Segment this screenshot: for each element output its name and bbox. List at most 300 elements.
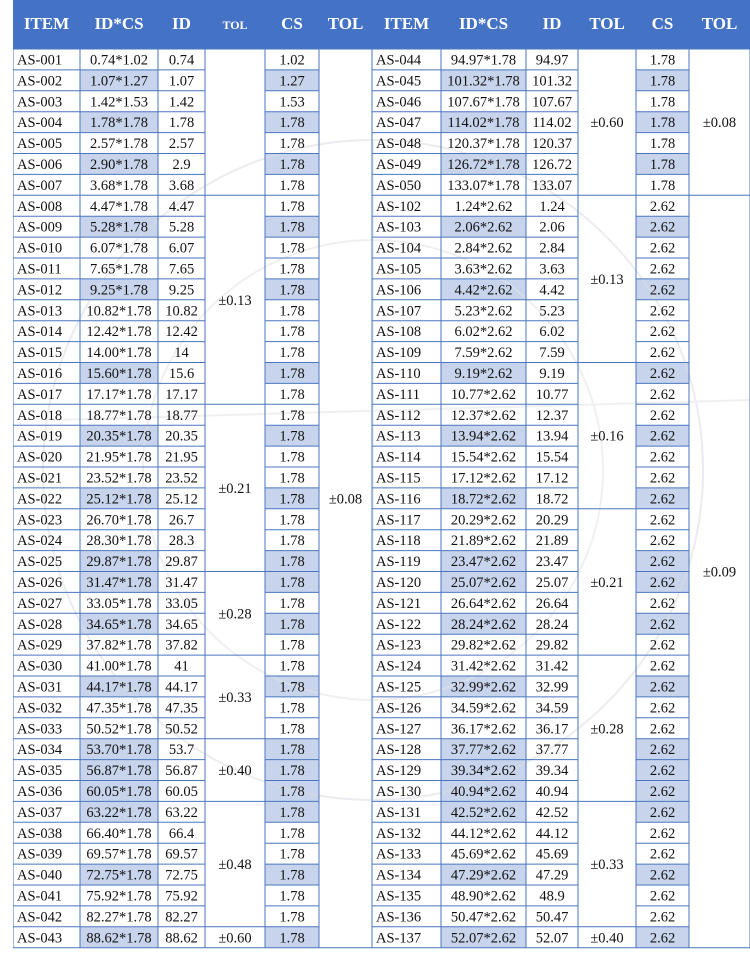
cs-cell: 2.62	[649, 491, 676, 508]
table-row	[17, 324, 305, 340]
id-cell: 21.89	[535, 533, 569, 550]
id-cs-cell: 25.07*2.62	[450, 575, 517, 591]
cs-cell: 2.62	[649, 261, 676, 278]
tol-id-cell: ±0.16	[590, 428, 624, 445]
cs-cell: 1.78	[279, 742, 305, 759]
item-cell: AS-049	[376, 157, 422, 173]
cs-cell: 2.62	[649, 219, 676, 236]
cs-cell: 2.62	[649, 324, 676, 341]
id-cell: 4.47	[168, 198, 195, 215]
cs-cell: 1.78	[279, 888, 305, 905]
id-cs-cell: 1.24*2.62	[454, 198, 513, 215]
cs-cell: 2.62	[649, 888, 676, 905]
item-cell: AS-115	[376, 470, 421, 487]
cs-cell: 2.62	[649, 198, 676, 215]
id-cs-cell: 6.07*1.78	[90, 240, 148, 257]
id-cell: 52.07	[535, 930, 569, 947]
item-cell: AS-119	[376, 554, 421, 571]
id-cell: 101.32	[532, 73, 572, 90]
item-cell: AS-040	[17, 867, 63, 884]
id-cs-cell: 5.28*1.78	[90, 219, 148, 236]
item-cell: AS-013	[17, 303, 63, 320]
item-cell: AS-011	[17, 261, 62, 278]
id-cs-cell: 23.52*1.78	[86, 470, 152, 487]
item-cell: AS-137	[376, 930, 422, 947]
id-cell: 3.63	[539, 261, 565, 278]
item-cell: AS-042	[17, 909, 63, 926]
cs-cell: 2.62	[649, 658, 676, 675]
cs-cell: 1.78	[279, 616, 305, 633]
id-cs-cell: 72.75*1.78	[86, 867, 152, 884]
item-cell: AS-010	[17, 240, 63, 257]
item-cell: AS-124	[376, 658, 422, 675]
id-cell: 2.06	[539, 219, 565, 236]
item-cell: AS-131	[376, 804, 422, 821]
item-cell: AS-014	[17, 324, 63, 341]
id-cs-cell: 40.94*2.62	[450, 784, 517, 800]
id-cell: 48.9	[539, 888, 565, 905]
cs-cell: 1.78	[279, 575, 305, 591]
table-row	[17, 868, 305, 884]
id-cs-cell: 2.90*1.78	[90, 157, 148, 173]
id-cell: 2.9	[172, 157, 191, 173]
id-cell: 40.94	[535, 784, 569, 800]
id-cs-cell: 12.42*1.78	[86, 324, 152, 341]
id-cs-cell: 45.69*2.62	[450, 846, 517, 863]
item-cell: AS-003	[17, 94, 63, 111]
id-cell: 34.59	[535, 700, 569, 717]
item-cell: AS-135	[376, 888, 422, 905]
id-cs-cell: 28.24*2.62	[450, 616, 517, 633]
id-cell: 15.6	[168, 366, 195, 382]
cs-cell: 1.78	[649, 115, 676, 132]
tol-id-cell: ±0.60	[590, 115, 624, 132]
id-cell: 33.05	[165, 595, 198, 612]
id-cs-cell: 31.47*1.78	[86, 575, 152, 591]
table-row	[17, 178, 305, 194]
id-cs-cell: 0.74*1.02	[90, 52, 148, 69]
table-row	[17, 282, 305, 298]
item-cell: AS-027	[17, 595, 63, 612]
tol-id-cell: ±0.28	[590, 721, 624, 738]
item-cell: AS-041	[17, 888, 63, 905]
id-cell: 75.92	[165, 888, 198, 905]
cs-cell: 1.02	[279, 52, 305, 69]
cs-cell: 2.62	[649, 846, 676, 863]
cs-cell: 1.78	[279, 825, 305, 842]
id-cs-cell: 26.64*2.62	[450, 595, 517, 612]
cs-cell: 2.62	[649, 470, 676, 487]
id-cell: 29.87	[165, 554, 198, 571]
table-row	[17, 847, 305, 863]
id-cell: 6.02	[539, 324, 565, 341]
item-cell: AS-026	[17, 575, 63, 591]
cs-cell: 1.78	[279, 219, 305, 236]
id-cell: 107.67	[532, 94, 572, 111]
tol-id-cell: ±0.28	[218, 606, 252, 623]
item-cell: AS-002	[17, 73, 63, 90]
id-cell: 1.24	[539, 198, 565, 215]
cs-cell: 1.78	[279, 407, 305, 424]
id-cell: 69.57	[165, 846, 198, 863]
item-cell: AS-025	[17, 554, 63, 571]
table-row	[17, 471, 305, 487]
item-cell: AS-104	[376, 240, 422, 257]
header-cell: ID*CS	[94, 14, 144, 33]
id-cs-cell: 4.42*2.62	[454, 282, 513, 299]
id-cs-cell: 1.07*1.27	[90, 73, 148, 90]
tol-id-cell: ±0.40	[218, 763, 252, 780]
id-cell: 94.97	[535, 52, 569, 69]
tol-id-cell: ±0.48	[218, 857, 252, 874]
cs-cell: 1.78	[279, 763, 305, 780]
cs-cell: 1.78	[279, 428, 305, 445]
id-cell: 10.82	[165, 303, 198, 320]
table-row	[17, 826, 305, 842]
cs-cell: 2.62	[649, 909, 676, 926]
item-cell: AS-019	[17, 428, 63, 445]
id-cell: 9.19	[539, 366, 565, 382]
table-row	[17, 533, 305, 549]
id-cs-cell: 28.30*1.78	[86, 533, 152, 550]
header-cell: ID	[542, 14, 562, 33]
id-cell: 18.72	[535, 491, 569, 508]
item-cell: AS-024	[17, 533, 63, 550]
id-cs-cell: 17.12*2.62	[450, 470, 517, 487]
id-cs-cell: 1.78*1.78	[90, 115, 148, 132]
table-row	[17, 596, 305, 612]
id-cs-cell: 39.34*2.62	[450, 763, 517, 780]
header-cell: ITEM	[23, 14, 70, 33]
header-cell: TOL	[701, 14, 738, 33]
cs-cell: 1.78	[649, 52, 676, 69]
item-cell: AS-039	[17, 846, 63, 863]
cs-cell: 1.78	[279, 470, 305, 487]
cs-cell: 2.62	[649, 345, 676, 362]
id-cell: 72.75	[165, 867, 198, 884]
item-cell: AS-022	[17, 491, 63, 508]
header-cell: TOL	[222, 18, 248, 32]
id-cell: 66.4	[168, 825, 195, 842]
id-cell: 120.37	[532, 136, 572, 153]
table-row	[17, 53, 305, 69]
tol-id-cell: ±0.40	[590, 930, 624, 947]
id-cs-cell: 88.62*1.78	[86, 930, 152, 947]
id-cs-cell: 23.47*2.62	[450, 554, 517, 571]
cs-cell: 1.78	[279, 366, 305, 382]
cs-cell: 1.78	[279, 679, 305, 696]
id-cs-cell: 44.17*1.78	[86, 679, 152, 696]
id-cs-cell: 18.72*2.62	[450, 491, 517, 508]
id-cell: 2.57	[168, 136, 195, 153]
item-cell: AS-133	[376, 846, 422, 863]
id-cs-cell: 26.70*1.78	[86, 512, 152, 529]
cs-cell: 1.78	[279, 282, 305, 299]
id-cs-cell: 47.29*2.62	[450, 867, 517, 884]
id-cell: 5.28	[168, 219, 195, 236]
tol-id-cell: ±0.13	[218, 292, 252, 309]
id-cs-cell: 94.97*1.78	[450, 52, 517, 69]
id-cs-cell: 36.17*2.62	[450, 721, 517, 738]
cs-cell: 1.78	[279, 261, 305, 278]
id-cell: 126.72	[532, 157, 572, 173]
cs-cell: 1.78	[649, 157, 676, 173]
id-cell: 29.82	[535, 637, 569, 654]
cs-cell: 2.62	[649, 386, 676, 403]
id-cs-cell: 82.27*1.78	[86, 909, 152, 926]
cs-cell: 1.78	[279, 867, 305, 884]
table-row	[17, 387, 305, 403]
id-cell: 6.07	[168, 240, 195, 257]
cs-cell: 1.78	[279, 345, 305, 362]
id-cs-cell: 34.59*2.62	[450, 700, 517, 717]
id-cell: 60.05	[165, 784, 198, 800]
cs-cell: 2.62	[649, 512, 676, 529]
table-row	[17, 303, 305, 319]
cs-cell: 1.78	[649, 177, 676, 194]
id-cs-cell: 15.60*1.78	[86, 366, 152, 382]
id-cell: 42.52	[535, 804, 569, 821]
item-cell: AS-008	[17, 198, 63, 215]
cs-cell: 2.62	[649, 303, 676, 320]
id-cs-cell: 5.23*2.62	[454, 303, 513, 320]
id-cs-cell: 7.59*2.62	[454, 345, 513, 362]
cs-cell: 1.78	[279, 136, 305, 153]
id-cell: 20.35	[165, 428, 198, 445]
cs-cell: 1.53	[279, 94, 305, 111]
tol-id-cell: ±0.60	[218, 930, 252, 947]
id-cs-cell: 10.82*1.78	[86, 303, 152, 320]
item-cell: AS-044	[376, 52, 422, 69]
item-cell: AS-106	[376, 282, 422, 299]
item-cell: AS-108	[376, 324, 422, 341]
cs-cell: 2.62	[649, 533, 676, 550]
cs-cell: 1.78	[279, 491, 305, 508]
id-cs-cell: 7.65*1.78	[90, 261, 148, 278]
item-cell: AS-120	[376, 575, 422, 591]
id-cs-cell: 50.47*2.62	[450, 909, 517, 926]
id-cs-cell: 47.35*1.78	[86, 700, 152, 717]
item-cell: AS-112	[376, 407, 421, 424]
tol-id-cell: ±0.33	[590, 857, 624, 874]
id-cell: 13.94	[535, 428, 569, 445]
table-row	[17, 784, 305, 800]
id-cs-cell: 2.84*2.62	[454, 240, 513, 257]
cs-cell: 1.78	[279, 804, 305, 821]
item-cell: AS-045	[376, 73, 422, 90]
table-row	[17, 909, 305, 925]
id-cell: 37.77	[535, 742, 569, 759]
item-cell: AS-033	[17, 721, 63, 738]
table-row	[17, 94, 305, 110]
item-cell: AS-031	[17, 679, 63, 696]
item-cell: AS-129	[376, 763, 422, 780]
item-cell: AS-030	[17, 658, 63, 675]
table-row	[17, 700, 305, 716]
id-cell: 23.47	[535, 554, 569, 571]
cs-cell: 2.62	[649, 637, 676, 654]
id-cs-cell: 1.42*1.53	[90, 94, 148, 111]
id-cs-cell: 32.99*2.62	[450, 679, 517, 696]
id-cell: 4.42	[539, 282, 565, 299]
cs-cell: 1.78	[649, 136, 676, 153]
cs-cell: 2.62	[649, 867, 676, 884]
item-cell: AS-020	[17, 449, 63, 466]
id-cell: 21.95	[165, 449, 198, 466]
id-cs-cell: 21.95*1.78	[86, 449, 152, 466]
item-cell: AS-036	[17, 784, 63, 800]
table-row	[17, 930, 305, 946]
item-cell: AS-021	[17, 470, 63, 487]
item-cell: AS-110	[376, 366, 421, 382]
cs-cell: 1.78	[649, 73, 676, 90]
cs-cell: 1.78	[279, 909, 305, 926]
item-cell: AS-012	[17, 282, 63, 299]
cs-cell: 2.62	[649, 721, 676, 738]
id-cs-cell: 2.57*1.78	[90, 136, 148, 153]
cs-cell: 2.62	[649, 282, 676, 299]
id-cs-cell: 12.37*2.62	[450, 407, 517, 424]
id-cell: 15.54	[535, 449, 569, 466]
id-cs-cell: 63.22*1.78	[86, 804, 152, 821]
item-cell: AS-123	[376, 637, 422, 654]
item-cell: AS-122	[376, 616, 422, 633]
cs-cell: 2.62	[649, 804, 676, 821]
cs-cell: 2.62	[649, 595, 676, 612]
id-cs-cell: 133.07*1.78	[447, 177, 520, 194]
item-cell: AS-132	[376, 825, 422, 842]
id-cell: 5.23	[539, 303, 565, 320]
item-cell: AS-006	[17, 157, 63, 173]
id-cs-cell: 20.29*2.62	[450, 512, 517, 529]
id-cell: 18.77	[165, 407, 198, 424]
id-cs-cell: 52.07*2.62	[450, 930, 517, 947]
table-row	[17, 115, 305, 131]
item-cell: AS-121	[376, 595, 422, 612]
id-cell: 17.17	[165, 386, 198, 403]
cs-cell: 1.78	[279, 637, 305, 654]
o-ring-size-table	[13, 0, 750, 949]
id-cs-cell: 31.42*2.62	[450, 658, 517, 675]
cs-cell: 1.78	[279, 700, 305, 717]
id-cs-cell: 37.82*1.78	[86, 637, 152, 654]
item-cell: AS-009	[17, 219, 63, 236]
item-cell: AS-032	[17, 700, 63, 717]
table-row	[17, 742, 305, 758]
id-cs-cell: 75.92*1.78	[86, 888, 152, 905]
table-row	[17, 429, 305, 445]
id-cell: 34.65	[165, 616, 198, 633]
id-cell: 7.65	[168, 261, 195, 278]
item-cell: AS-117	[376, 512, 421, 529]
id-cell: 133.07	[532, 177, 572, 194]
cs-cell: 2.62	[649, 428, 676, 445]
table-row	[17, 638, 305, 654]
id-cs-cell: 101.32*1.78	[447, 73, 520, 90]
cs-cell: 1.78	[279, 554, 305, 571]
id-cell: 25.12	[165, 491, 198, 508]
table-row	[17, 73, 305, 89]
id-cell: 1.78	[168, 115, 195, 132]
item-cell: AS-118	[376, 533, 421, 550]
id-cs-cell: 15.54*2.62	[450, 449, 517, 466]
cs-cell: 2.62	[649, 240, 676, 257]
id-cell: 50.47	[535, 909, 569, 926]
table-row	[17, 241, 305, 257]
cs-cell: 1.78	[279, 157, 305, 173]
header-cell: TOL	[327, 14, 364, 33]
item-cell: AS-048	[376, 136, 422, 153]
cs-cell: 2.62	[649, 700, 676, 717]
tol-cs-cell: ±0.08	[328, 491, 363, 508]
item-cell: AS-023	[17, 512, 63, 529]
id-cs-cell: 53.70*1.78	[86, 742, 152, 759]
id-cs-cell: 3.68*1.78	[90, 177, 148, 194]
cs-cell: 2.62	[649, 930, 676, 947]
id-cell: 7.59	[539, 345, 565, 362]
item-cell: AS-016	[17, 366, 63, 382]
item-cell: AS-018	[17, 407, 63, 424]
cs-cell: 2.62	[649, 825, 676, 842]
id-cs-cell: 6.02*2.62	[454, 324, 513, 341]
item-cell: AS-029	[17, 637, 63, 654]
id-cs-cell: 25.12*1.78	[86, 491, 152, 508]
cs-cell: 1.78	[279, 930, 305, 947]
id-cell: 47.35	[165, 700, 198, 717]
id-cs-cell: 42.52*2.62	[450, 804, 517, 821]
id-cell: 45.69	[535, 846, 569, 863]
id-cell: 88.62	[165, 930, 198, 947]
item-cell: AS-037	[17, 804, 63, 821]
item-cell: AS-134	[376, 867, 422, 884]
tol-id-cell: ±0.21	[218, 480, 252, 497]
id-cs-cell: 114.02*1.78	[447, 115, 520, 132]
id-cell: 1.07	[168, 73, 195, 90]
item-cell: AS-001	[17, 52, 63, 69]
id-cs-cell: 120.37*1.78	[447, 136, 520, 153]
cs-cell: 1.78	[279, 198, 305, 215]
header-cell: TOL	[589, 14, 625, 33]
item-cell: AS-111	[376, 386, 421, 403]
item-cell: AS-128	[376, 742, 422, 759]
tol-id-cell: ±0.13	[590, 271, 624, 288]
id-cs-cell: 18.77*1.78	[86, 407, 152, 424]
header-cell: CS	[651, 14, 674, 33]
id-cell: 0.74	[168, 52, 195, 69]
item-cell: AS-005	[17, 136, 63, 153]
id-cs-cell: 29.87*1.78	[86, 554, 152, 571]
item-cell: AS-109	[376, 345, 422, 362]
cs-cell: 2.62	[649, 763, 676, 780]
id-cs-cell: 21.89*2.62	[450, 533, 517, 550]
tol-cs-cell: ±0.09	[702, 564, 737, 581]
tol-id-cell: ±0.21	[590, 574, 624, 591]
table-row	[17, 220, 305, 236]
id-cell: 14	[174, 345, 189, 362]
table-row	[17, 575, 305, 591]
item-cell: AS-038	[17, 825, 63, 842]
id-cell: 28.3	[168, 533, 195, 550]
id-cell: 82.27	[165, 909, 198, 926]
item-cell: AS-102	[376, 198, 422, 215]
item-cell: AS-136	[376, 909, 422, 926]
id-cell: 39.34	[535, 763, 569, 780]
id-cell: 12.42	[165, 324, 198, 341]
id-cs-cell: 29.82*2.62	[450, 637, 517, 654]
cs-cell: 1.78	[279, 115, 305, 132]
id-cell: 53.7	[168, 742, 195, 759]
id-cell: 37.82	[165, 637, 198, 654]
